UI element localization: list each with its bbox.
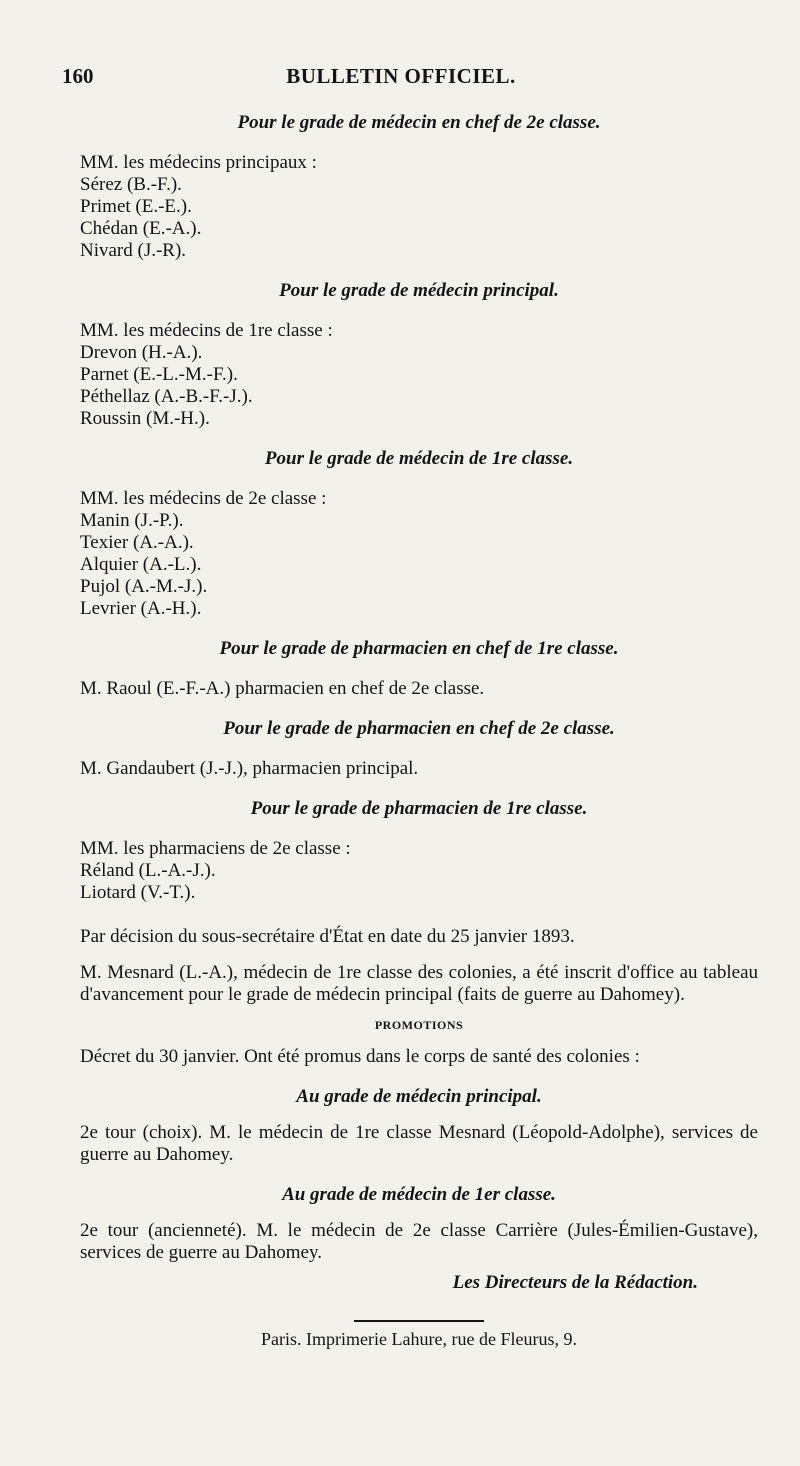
list-item: Manin (J.-P.). — [80, 510, 184, 531]
list-item: Drevon (H.-A.). — [80, 342, 203, 363]
list-item: Sérez (B.-F.). — [80, 174, 182, 195]
list-item: Pujol (A.-M.-J.). — [80, 576, 208, 597]
running-title: BULLETIN OFFICIEL. — [286, 64, 516, 88]
promotion-paragraph: 2e tour (choix). M. le médecin de 1re classe Mesnard (Léopold-Adolphe), services de guerre au Dahomey. — [80, 1122, 758, 1165]
page-header — [62, 64, 740, 94]
grade-heading: Au grade de médecin principal. — [296, 1086, 542, 1107]
list-item: Péthellaz (A.-B.-F.-J.). — [80, 386, 253, 407]
decision-line: Par décision du sous-secrétaire d'État en date du 25 janvier 1893. — [80, 926, 575, 947]
list-item: Primet (E.-E.). — [80, 196, 192, 217]
list-item: Liotard (V.-T.). — [80, 882, 196, 903]
printer-footer: Paris. Imprimerie Lahure, rue de Fleurus, 9. — [261, 1329, 577, 1349]
promotion-paragraph: 2e tour (ancienneté). M. le médecin de 2e classe Carrière (Jules-Émilien-Gustave), services de guerre au Dahomey. — [80, 1220, 758, 1263]
decision-text: M. Mesnard (L.-A.), médecin de 1re classe des colonies, a été inscrit d'office au tableau d'avancement pour le grade de médecin principal (faits de guerre au Dahomey). — [80, 962, 758, 1005]
name-list — [80, 342, 758, 430]
section-heading: Pour le grade de pharmacien en chef de 1re classe. — [219, 638, 619, 659]
section-heading: Pour le grade de pharmacien de 1re classe. — [250, 798, 588, 819]
list-item: Réland (L.-A.-J.). — [80, 860, 216, 881]
promotions-title: PROMOTIONS — [374, 1018, 464, 1032]
section-intro: MM. les médecins de 2e classe : — [80, 488, 327, 509]
list-item: Nivard (J.-R). — [80, 240, 187, 261]
list-item: Chédan (E.-A.). — [80, 218, 202, 239]
signature: Les Directeurs de la Rédaction. — [452, 1272, 698, 1293]
appointment-line: M. Raoul (E.-F.-A.) pharmacien en chef de 2e classe. — [80, 678, 485, 699]
list-item: Roussin (M.-H.). — [80, 408, 210, 429]
section-intro: MM. les médecins de 1re classe : — [80, 320, 333, 341]
footer-rule — [354, 1320, 484, 1322]
list-item: Levrier (A.-H.). — [80, 598, 202, 619]
page-number: 160 — [62, 64, 94, 88]
document-body — [80, 112, 758, 1350]
grade-heading: Au grade de médecin de 1er classe. — [282, 1184, 556, 1205]
section-intro: MM. les pharmaciens de 2e classe : — [80, 838, 351, 859]
name-list — [80, 860, 758, 904]
appointment-line: M. Gandaubert (J.-J.), pharmacien principal. — [80, 758, 419, 779]
name-list — [80, 174, 758, 262]
section-intro: MM. les médecins principaux : — [80, 152, 317, 173]
name-list — [80, 510, 758, 620]
section-heading: Pour le grade de pharmacien en chef de 2e classe. — [223, 718, 615, 739]
list-item: Texier (A.-A.). — [80, 532, 194, 553]
list-item: Alquier (A.-L.). — [80, 554, 202, 575]
section-heading: Pour le grade de médecin de 1re classe. — [264, 448, 574, 469]
list-item: Parnet (E.-L.-M.-F.). — [80, 364, 238, 385]
decree-line: Décret du 30 janvier. Ont été promus dans le corps de santé des colonies : — [80, 1046, 640, 1067]
section-heading: Pour le grade de médecin principal. — [279, 280, 559, 301]
section-heading: Pour le grade de médecin en chef de 2e classe. — [237, 112, 601, 133]
